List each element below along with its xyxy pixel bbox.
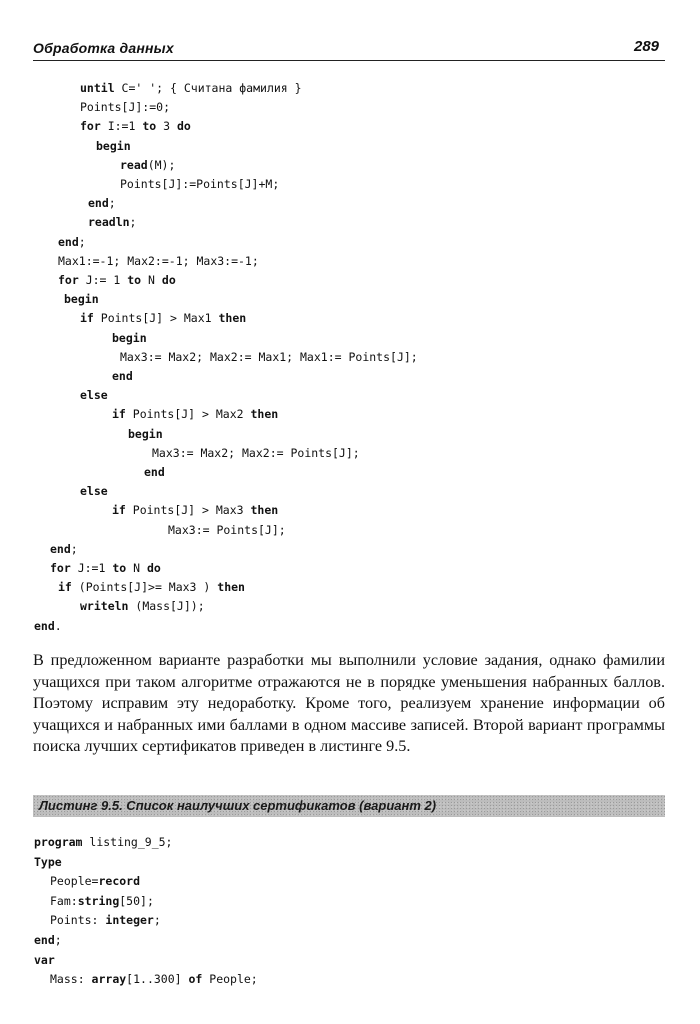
listing-caption-text: Листинг 9.5. Список наилучших сертификатов (вариант 2)	[39, 798, 437, 813]
code-line: end;	[50, 541, 78, 556]
code-line: begin	[112, 330, 147, 345]
code-line: Type	[34, 854, 62, 869]
code-line: writeln (Mass[J]);	[80, 599, 205, 614]
code-line: for J:=1 to N do	[50, 561, 161, 575]
code-line: for J:= 1 to N do	[58, 273, 176, 287]
code-line: Fam:string[50];	[50, 893, 154, 908]
code-line: end;	[58, 234, 86, 249]
running-head: Обработка данных	[33, 40, 174, 56]
code-line: Max3:= Points[J];	[168, 522, 286, 537]
code-line: else	[80, 484, 108, 499]
code-line: Points: integer;	[50, 913, 161, 928]
code-line: Points[J]:=Points[J]+M;	[120, 177, 280, 191]
header-rule	[33, 60, 665, 61]
code-line: program listing_9_5;	[34, 835, 173, 849]
code-line: begin	[128, 426, 163, 441]
code-line: end.	[34, 618, 62, 633]
code-line: Max3:= Max2; Max2:= Points[J];	[152, 445, 360, 460]
code-line: end;	[34, 933, 62, 947]
code-line: if Points[J] > Max1 then	[80, 311, 247, 326]
code-line: begin	[96, 138, 131, 153]
code-line: end	[112, 369, 133, 383]
body-paragraph: В предложенном варианте разработки мы выполнили условие задания, однако фамилии учащихся при таком алгоритме отражаются не в порядке уменьшения набранных баллов. Поэтому исправим эту недоработку. Кроме того, реализуем хранение информации об учащихся и набранных ими баллами в одном массиве записей. Второй вариант программы поиска лучших сертификатов приведен в листинге 9.5.	[33, 651, 665, 756]
code-line: Max1:=-1; Max2:=-1; Max3:=-1;	[58, 253, 259, 268]
code-line: Points[J]:=0;	[80, 100, 171, 115]
code-line: var	[34, 952, 55, 967]
code-line: if Points[J] > Max3 then	[112, 503, 279, 518]
code-line: end;	[88, 196, 116, 211]
code-line: Max3:= Max2; Max2:= Max1; Max1:= Points[J];	[120, 349, 418, 364]
page-number: 289	[634, 38, 660, 55]
code-line: for I:=1 to 3 do	[80, 119, 191, 134]
code-line: until C=' '; { Считана фамилия }	[80, 81, 302, 95]
code-line: else	[80, 388, 108, 403]
code-line: if (Points[J]>= Max3 ) then	[58, 580, 245, 595]
code-line: begin	[64, 292, 99, 307]
code-line: Mass: array[1..300] of People;	[50, 972, 258, 987]
code-line: end	[144, 465, 165, 479]
code-line: People=record	[50, 874, 141, 889]
code-line: read(M);	[120, 157, 176, 172]
code-line: if Points[J] > Max2 then	[112, 407, 279, 422]
listing-caption-bar	[33, 795, 665, 817]
code-line: readln;	[88, 215, 137, 230]
